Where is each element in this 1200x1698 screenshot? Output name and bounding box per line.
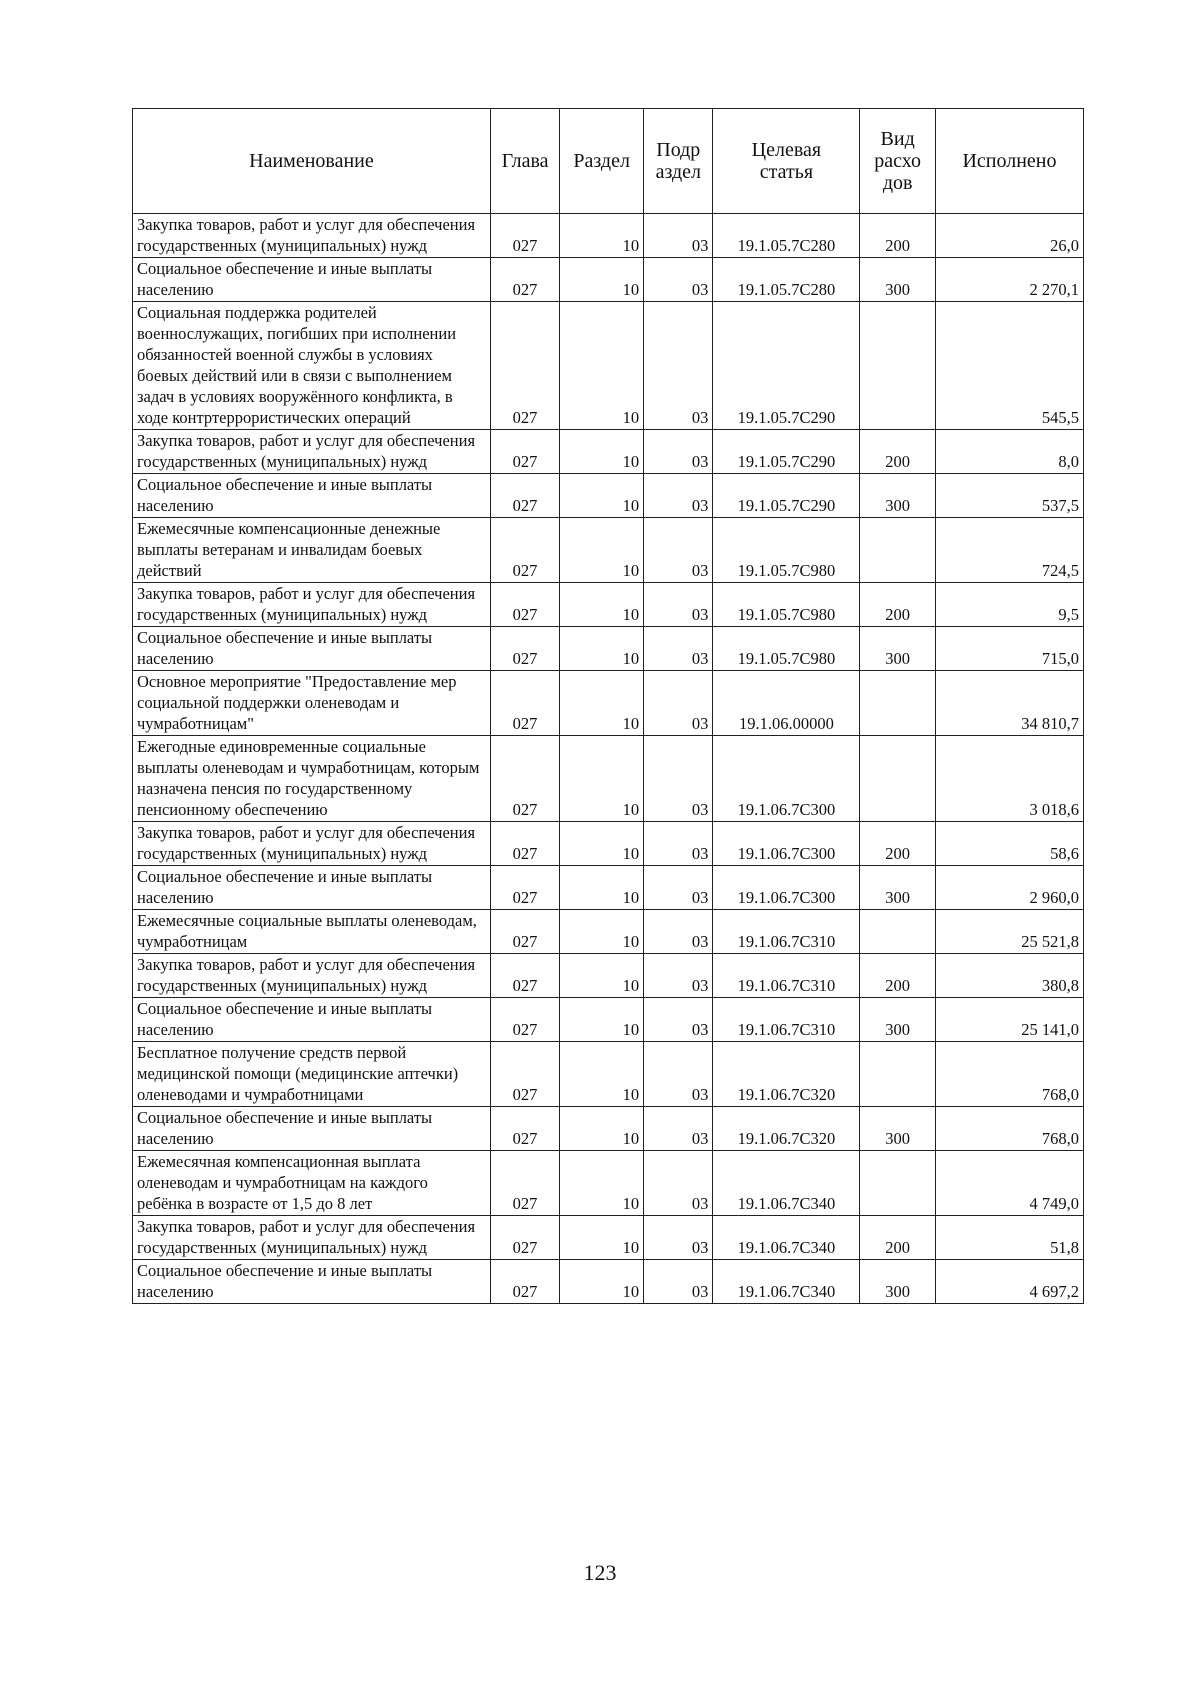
budget-table xyxy=(132,108,1084,1304)
cell-podrazdel: 03 xyxy=(644,998,713,1042)
cell-podrazdel: 03 xyxy=(644,302,713,430)
table-row xyxy=(133,866,1084,910)
cell-podrazdel: 03 xyxy=(644,1216,713,1260)
cell-vid: 300 xyxy=(860,866,936,910)
cell-vid: 200 xyxy=(860,583,936,627)
cell-executed: 380,8 xyxy=(935,954,1083,998)
cell-razdel: 10 xyxy=(560,822,644,866)
cell-article: 19.1.06.00000 xyxy=(713,671,860,736)
cell-executed: 25 141,0 xyxy=(935,998,1083,1042)
cell-vid xyxy=(860,736,936,822)
cell-name: Ежемесячные компенсационные денежные выплаты ветеранам и инвалидам боевых действий xyxy=(133,518,491,583)
table-row xyxy=(133,1216,1084,1260)
cell-vid xyxy=(860,1151,936,1216)
cell-vid xyxy=(860,302,936,430)
cell-podrazdel: 03 xyxy=(644,822,713,866)
cell-name: Ежемесячная компенсационная выплата оленеводам и чумработницам на каждого ребёнка в возрасте от 1,5 до 8 лет xyxy=(133,1151,491,1216)
cell-podrazdel: 03 xyxy=(644,736,713,822)
cell-glava: 027 xyxy=(490,474,559,518)
cell-name: Закупка товаров, работ и услуг для обеспечения государственных (муниципальных) нужд xyxy=(133,954,491,998)
header-vid-line-3: дов xyxy=(882,172,913,194)
cell-name: Основное мероприятие "Предоставление мер социальной поддержки оленеводам и чумработницам" xyxy=(133,671,491,736)
cell-name: Ежегодные единовременные социальные выплаты оленеводам и чумработницам, которым назначена пенсия по государственному пенсионному обеспечению xyxy=(133,736,491,822)
table-row xyxy=(133,627,1084,671)
cell-vid: 300 xyxy=(860,1260,936,1304)
cell-podrazdel: 03 xyxy=(644,954,713,998)
cell-razdel: 10 xyxy=(560,583,644,627)
cell-razdel: 10 xyxy=(560,430,644,474)
cell-razdel: 10 xyxy=(560,1260,644,1304)
table-row xyxy=(133,736,1084,822)
cell-name: Социальное обеспечение и иные выплаты населению xyxy=(133,258,491,302)
table-row xyxy=(133,214,1084,258)
cell-razdel: 10 xyxy=(560,866,644,910)
cell-razdel: 10 xyxy=(560,954,644,998)
cell-article: 19.1.06.7С340 xyxy=(713,1151,860,1216)
cell-name: Социальное обеспечение и иные выплаты населению xyxy=(133,1107,491,1151)
cell-vid: 300 xyxy=(860,1107,936,1151)
cell-article: 19.1.05.7С980 xyxy=(713,583,860,627)
cell-name: Социальное обеспечение и иные выплаты населению xyxy=(133,866,491,910)
cell-podrazdel: 03 xyxy=(644,1260,713,1304)
cell-glava: 027 xyxy=(490,1107,559,1151)
header-podrazdel-line-1: Подр xyxy=(656,139,701,161)
cell-article: 19.1.05.7С980 xyxy=(713,518,860,583)
cell-name: Социальная поддержка родителей военнослужащих, погибших при исполнении обязанностей военной службы в условиях боевых действий или в связи с выполнением задач в условиях вооружённого конфликта, в ходе контртеррористических операций xyxy=(133,302,491,430)
cell-vid xyxy=(860,671,936,736)
cell-executed: 545,5 xyxy=(935,302,1083,430)
cell-vid: 300 xyxy=(860,258,936,302)
header-article-line-2: статья xyxy=(759,161,814,183)
table-row xyxy=(133,910,1084,954)
cell-executed: 8,0 xyxy=(935,430,1083,474)
cell-podrazdel: 03 xyxy=(644,1151,713,1216)
cell-podrazdel: 03 xyxy=(644,1107,713,1151)
cell-name: Социальное обеспечение и иные выплаты населению xyxy=(133,474,491,518)
cell-glava: 027 xyxy=(490,1216,559,1260)
cell-vid: 200 xyxy=(860,1216,936,1260)
cell-vid: 200 xyxy=(860,954,936,998)
cell-name: Закупка товаров, работ и услуг для обеспечения государственных (муниципальных) нужд xyxy=(133,430,491,474)
table-row xyxy=(133,998,1084,1042)
cell-executed: 9,5 xyxy=(935,583,1083,627)
cell-razdel: 10 xyxy=(560,258,644,302)
cell-glava: 027 xyxy=(490,1151,559,1216)
cell-article: 19.1.06.7С310 xyxy=(713,998,860,1042)
cell-podrazdel: 03 xyxy=(644,583,713,627)
header-razdel: Раздел xyxy=(560,109,644,214)
cell-razdel: 10 xyxy=(560,1107,644,1151)
header-vid-line-1: Вид xyxy=(880,128,915,150)
cell-razdel: 10 xyxy=(560,474,644,518)
cell-vid: 300 xyxy=(860,474,936,518)
header-name: Наименование xyxy=(133,109,491,214)
cell-glava: 027 xyxy=(490,671,559,736)
cell-article: 19.1.06.7С310 xyxy=(713,910,860,954)
cell-executed: 2 270,1 xyxy=(935,258,1083,302)
cell-vid: 200 xyxy=(860,430,936,474)
cell-vid: 200 xyxy=(860,822,936,866)
cell-podrazdel: 03 xyxy=(644,430,713,474)
cell-razdel: 10 xyxy=(560,214,644,258)
table-body xyxy=(133,214,1084,1304)
cell-name: Социальное обеспечение и иные выплаты населению xyxy=(133,1260,491,1304)
header-glava: Глава xyxy=(490,109,559,214)
cell-executed: 51,8 xyxy=(935,1216,1083,1260)
cell-name: Ежемесячные социальные выплаты оленеводам, чумработницам xyxy=(133,910,491,954)
cell-executed: 4 697,2 xyxy=(935,1260,1083,1304)
table-row xyxy=(133,954,1084,998)
cell-article: 19.1.06.7С310 xyxy=(713,954,860,998)
cell-name: Закупка товаров, работ и услуг для обеспечения государственных (муниципальных) нужд xyxy=(133,1216,491,1260)
table-row xyxy=(133,518,1084,583)
table-row xyxy=(133,822,1084,866)
cell-podrazdel: 03 xyxy=(644,671,713,736)
cell-glava: 027 xyxy=(490,302,559,430)
cell-glava: 027 xyxy=(490,627,559,671)
cell-glava: 027 xyxy=(490,910,559,954)
page-number: 123 xyxy=(583,1560,617,1585)
cell-podrazdel: 03 xyxy=(644,627,713,671)
cell-executed: 768,0 xyxy=(935,1042,1083,1107)
cell-razdel: 10 xyxy=(560,627,644,671)
cell-vid xyxy=(860,1042,936,1107)
header-vid xyxy=(860,109,936,214)
cell-name: Социальное обеспечение и иные выплаты населению xyxy=(133,998,491,1042)
cell-executed: 768,0 xyxy=(935,1107,1083,1151)
cell-vid: 200 xyxy=(860,214,936,258)
cell-article: 19.1.06.7С320 xyxy=(713,1107,860,1151)
cell-podrazdel: 03 xyxy=(644,910,713,954)
cell-executed: 34 810,7 xyxy=(935,671,1083,736)
cell-executed: 724,5 xyxy=(935,518,1083,583)
cell-razdel: 10 xyxy=(560,1216,644,1260)
cell-executed: 4 749,0 xyxy=(935,1151,1083,1216)
cell-name: Бесплатное получение средств первой медицинской помощи (медицинские аптечки) оленеводами и чумработницами xyxy=(133,1042,491,1107)
cell-article: 19.1.06.7С300 xyxy=(713,736,860,822)
header-podrazdel-line-2: аздел xyxy=(655,161,702,183)
cell-executed: 25 521,8 xyxy=(935,910,1083,954)
cell-executed: 715,0 xyxy=(935,627,1083,671)
cell-executed: 58,6 xyxy=(935,822,1083,866)
cell-glava: 027 xyxy=(490,998,559,1042)
cell-glava: 027 xyxy=(490,954,559,998)
cell-article: 19.1.06.7С300 xyxy=(713,866,860,910)
cell-executed: 3 018,6 xyxy=(935,736,1083,822)
cell-name: Закупка товаров, работ и услуг для обеспечения государственных (муниципальных) нужд xyxy=(133,583,491,627)
cell-article: 19.1.05.7С290 xyxy=(713,430,860,474)
table-row xyxy=(133,302,1084,430)
cell-razdel: 10 xyxy=(560,518,644,583)
table-header-row xyxy=(133,109,1084,214)
table-row xyxy=(133,583,1084,627)
cell-glava: 027 xyxy=(490,866,559,910)
cell-vid xyxy=(860,518,936,583)
table-row xyxy=(133,1042,1084,1107)
cell-podrazdel: 03 xyxy=(644,1042,713,1107)
cell-executed: 26,0 xyxy=(935,214,1083,258)
cell-vid: 300 xyxy=(860,627,936,671)
header-vid-line-2: расхо xyxy=(874,150,922,172)
cell-podrazdel: 03 xyxy=(644,518,713,583)
cell-glava: 027 xyxy=(490,430,559,474)
cell-glava: 027 xyxy=(490,736,559,822)
header-article-line-1: Целевая xyxy=(751,139,822,161)
cell-razdel: 10 xyxy=(560,910,644,954)
table-row xyxy=(133,430,1084,474)
cell-glava: 027 xyxy=(490,822,559,866)
cell-glava: 027 xyxy=(490,1042,559,1107)
cell-article: 19.1.06.7С320 xyxy=(713,1042,860,1107)
cell-article: 19.1.05.7С290 xyxy=(713,302,860,430)
cell-article: 19.1.06.7С340 xyxy=(713,1216,860,1260)
cell-razdel: 10 xyxy=(560,736,644,822)
cell-article: 19.1.05.7С980 xyxy=(713,627,860,671)
cell-razdel: 10 xyxy=(560,998,644,1042)
cell-razdel: 10 xyxy=(560,671,644,736)
cell-executed: 2 960,0 xyxy=(935,866,1083,910)
cell-podrazdel: 03 xyxy=(644,258,713,302)
table-row xyxy=(133,1151,1084,1216)
cell-name: Закупка товаров, работ и услуг для обеспечения государственных (муниципальных) нужд xyxy=(133,822,491,866)
cell-podrazdel: 03 xyxy=(644,474,713,518)
cell-razdel: 10 xyxy=(560,1042,644,1107)
table-row xyxy=(133,1260,1084,1304)
table-row xyxy=(133,474,1084,518)
header-executed: Исполнено xyxy=(935,109,1083,214)
header-podrazdel xyxy=(644,109,713,214)
table-row xyxy=(133,1107,1084,1151)
table-row xyxy=(133,671,1084,736)
cell-vid: 300 xyxy=(860,998,936,1042)
cell-executed: 537,5 xyxy=(935,474,1083,518)
table-row xyxy=(133,258,1084,302)
cell-glava: 027 xyxy=(490,583,559,627)
cell-razdel: 10 xyxy=(560,302,644,430)
cell-glava: 027 xyxy=(490,518,559,583)
cell-article: 19.1.05.7С280 xyxy=(713,214,860,258)
cell-glava: 027 xyxy=(490,1260,559,1304)
cell-article: 19.1.05.7С290 xyxy=(713,474,860,518)
cell-name: Закупка товаров, работ и услуг для обеспечения государственных (муниципальных) нужд xyxy=(133,214,491,258)
cell-article: 19.1.06.7С340 xyxy=(713,1260,860,1304)
cell-article: 19.1.05.7С280 xyxy=(713,258,860,302)
cell-podrazdel: 03 xyxy=(644,214,713,258)
cell-podrazdel: 03 xyxy=(644,866,713,910)
cell-razdel: 10 xyxy=(560,1151,644,1216)
cell-glava: 027 xyxy=(490,214,559,258)
cell-name: Социальное обеспечение и иные выплаты населению xyxy=(133,627,491,671)
header-article xyxy=(713,109,860,214)
cell-vid xyxy=(860,910,936,954)
cell-article: 19.1.06.7С300 xyxy=(713,822,860,866)
cell-glava: 027 xyxy=(490,258,559,302)
